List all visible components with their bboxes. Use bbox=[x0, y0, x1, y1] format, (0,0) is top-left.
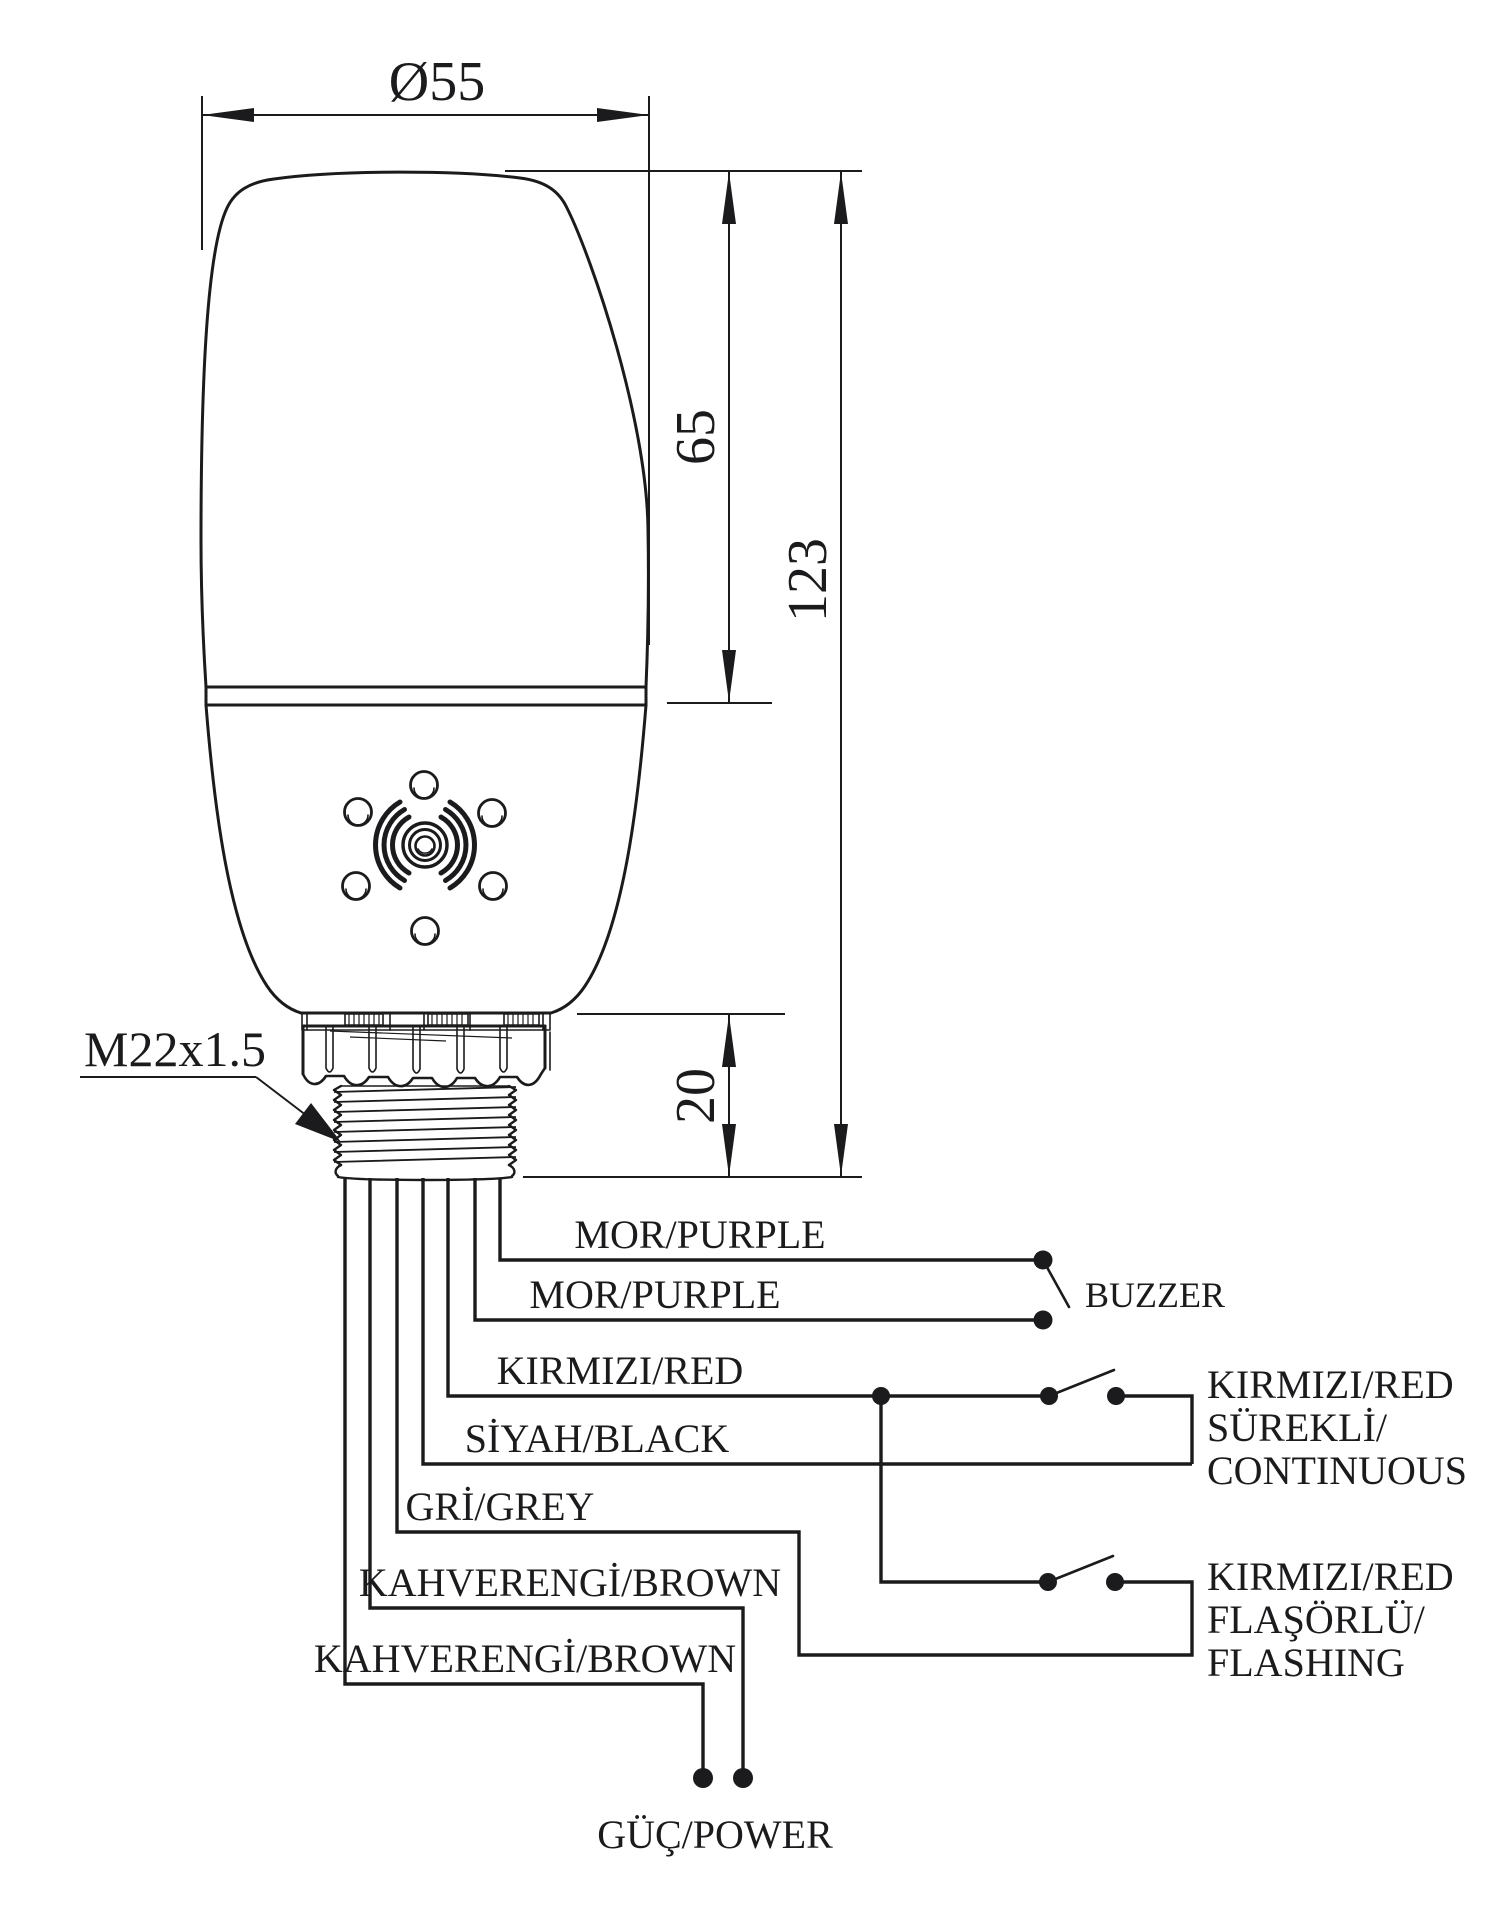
power-label: GÜÇ/POWER bbox=[597, 1812, 833, 1857]
beacon-device bbox=[201, 172, 648, 1180]
continuous-label-line1: KIRMIZI/RED bbox=[1207, 1362, 1454, 1407]
flashing-label-line1: KIRMIZI/RED bbox=[1207, 1554, 1454, 1599]
continuous-switch-lever bbox=[1049, 1370, 1114, 1396]
dim-thread-height bbox=[665, 1014, 736, 1177]
wire-label-purple-1: MOR/PURPLE bbox=[574, 1212, 826, 1257]
led-ball bbox=[411, 772, 438, 799]
wire-brown-1 bbox=[370, 1178, 743, 1770]
buzzer-switch-lever bbox=[1043, 1260, 1069, 1307]
switch-dot bbox=[1106, 1573, 1124, 1591]
labels bbox=[314, 1212, 1467, 1857]
led-ball bbox=[345, 799, 372, 826]
wire-label-grey: GRİ/GREY bbox=[405, 1484, 595, 1529]
switch-dot bbox=[1107, 1387, 1125, 1405]
wire-label-black: SİYAH/BLACK bbox=[464, 1416, 730, 1461]
continuous-label-line3: CONTINUOUS bbox=[1207, 1448, 1467, 1493]
wire-red-branch bbox=[881, 1396, 1048, 1582]
wire-label-red: KIRMIZI/RED bbox=[496, 1348, 744, 1393]
beacon-band bbox=[206, 687, 646, 705]
wiring-diagram bbox=[345, 1178, 1192, 1788]
dim-total-height-value: 123 bbox=[777, 538, 839, 622]
buzzer-speaker-icon bbox=[376, 802, 475, 888]
dim-total-height bbox=[777, 171, 848, 1177]
mounting-nut bbox=[303, 1026, 550, 1087]
wire-label-purple-2: MOR/PURPLE bbox=[529, 1272, 781, 1317]
dimensions bbox=[80, 51, 862, 1177]
dim-diameter bbox=[202, 51, 649, 645]
thread-spec-label: M22x1.5 bbox=[84, 1021, 266, 1077]
power-terminal-dot bbox=[733, 1768, 753, 1788]
led-ball bbox=[480, 873, 507, 900]
led-ball bbox=[479, 800, 506, 827]
dim-thread-height-value: 20 bbox=[665, 1068, 727, 1124]
beacon-lens bbox=[201, 172, 648, 687]
dim-lens-height-value: 65 bbox=[665, 409, 727, 465]
junction-dot bbox=[872, 1387, 890, 1405]
led-ball bbox=[412, 918, 439, 945]
wire-label-brown-1: KAHVERENGİ/BROWN bbox=[358, 1560, 782, 1605]
buzzer-label: BUZZER bbox=[1085, 1275, 1225, 1315]
continuous-label-line2: SÜREKLİ/ bbox=[1207, 1405, 1387, 1450]
buzzer-terminal-dot bbox=[1034, 1311, 1053, 1330]
thread-stem bbox=[334, 1086, 516, 1180]
led-ball bbox=[343, 873, 370, 900]
led-balls bbox=[343, 772, 507, 945]
flashing-label-line3: FLASHING bbox=[1207, 1640, 1405, 1685]
wire-red-switched bbox=[1116, 1396, 1192, 1464]
flashing-label-line2: FLAŞÖRLÜ/ bbox=[1207, 1597, 1425, 1642]
dim-lens-height bbox=[665, 171, 736, 703]
dim-diameter-value: Ø55 bbox=[388, 51, 486, 113]
flashing-switch-lever bbox=[1048, 1556, 1113, 1582]
wire-label-brown-2: KAHVERENGİ/BROWN bbox=[313, 1636, 737, 1681]
power-terminal-dot bbox=[693, 1768, 713, 1788]
